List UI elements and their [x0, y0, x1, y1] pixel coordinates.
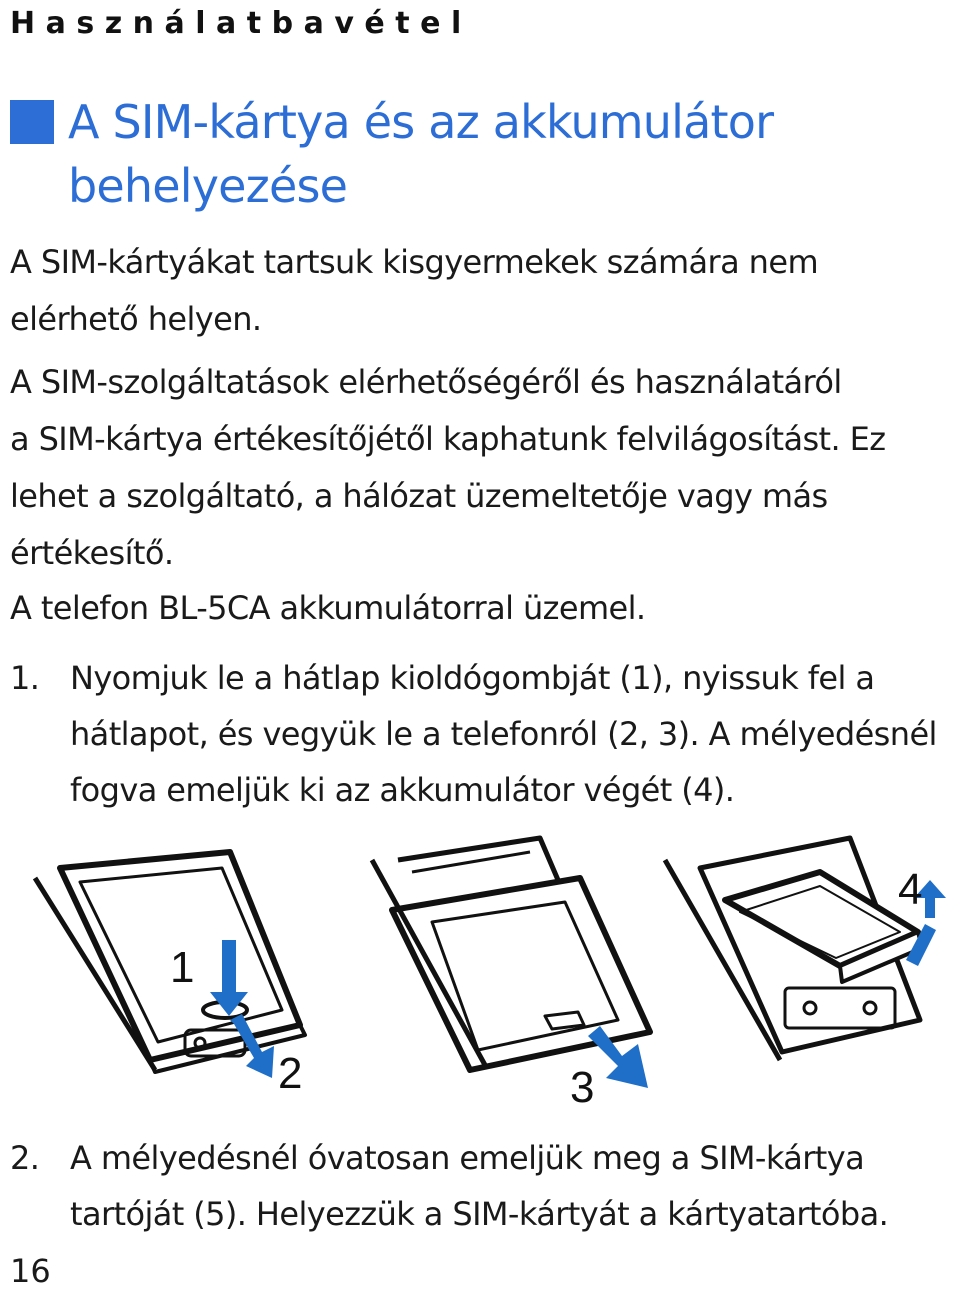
step-number: 1. [10, 659, 40, 697]
paragraph-sim-services [10, 354, 885, 582]
heading-text [68, 90, 773, 218]
text-line: A telefon BL-5CA akkumulátorral üzemel. [10, 589, 646, 627]
text-line: Nyomjuk le a hátlap kioldógombját (1), nyissuk fel a [70, 659, 875, 697]
step-number: 2. [10, 1139, 40, 1177]
heading-line-2: behelyezése [68, 159, 348, 213]
text-line: A mélyedésnél óvatosan emeljük meg a SIM-kártya [70, 1139, 865, 1177]
step-text [70, 1130, 888, 1242]
paragraph-sim-children [10, 234, 818, 348]
figure-label-3: 3 [570, 1063, 595, 1112]
figure-label-4: 4 [898, 865, 923, 914]
page-number: 16 [10, 1252, 51, 1290]
heading-line-1: A SIM-kártya és az akkumulátor [68, 95, 774, 149]
text-line: A SIM-szolgáltatások elérhetőségéről és használatáról [10, 363, 842, 401]
panel-2-cover-removal [372, 838, 650, 1070]
text-line: elérhető helyen. [10, 300, 262, 338]
text-line: értékesítő. [10, 534, 174, 572]
step-text [70, 650, 937, 818]
running-header: Használatbavétel [10, 6, 472, 41]
step-2 [10, 1130, 950, 1242]
battery-removal-illustration [0, 820, 960, 1120]
step-1 [10, 650, 950, 820]
figure-label-1: 1 [170, 943, 195, 992]
heading-square-icon [10, 100, 54, 144]
figure-label-2: 2 [278, 1049, 303, 1098]
paragraph-battery [10, 580, 645, 637]
panel-3-battery-lift [665, 838, 922, 1060]
text-line: lehet a szolgáltató, a hálózat üzemeltetője vagy más [10, 477, 828, 515]
text-line: a SIM-kártya értékesítőjétől kaphatunk felvilágosítást. Ez [10, 420, 886, 458]
text-line: A SIM-kártyákat tartsuk kisgyermekek számára nem [10, 243, 819, 281]
text-line: tartóját (5). Helyezzük a SIM-kártyát a kártyatartóba. [70, 1195, 889, 1233]
text-line: fogva emeljük ki az akkumulátor végét (4). [70, 771, 735, 809]
text-line: hátlapot, és vegyük le a telefonról (2, 3). A mélyedésnél [70, 715, 937, 753]
